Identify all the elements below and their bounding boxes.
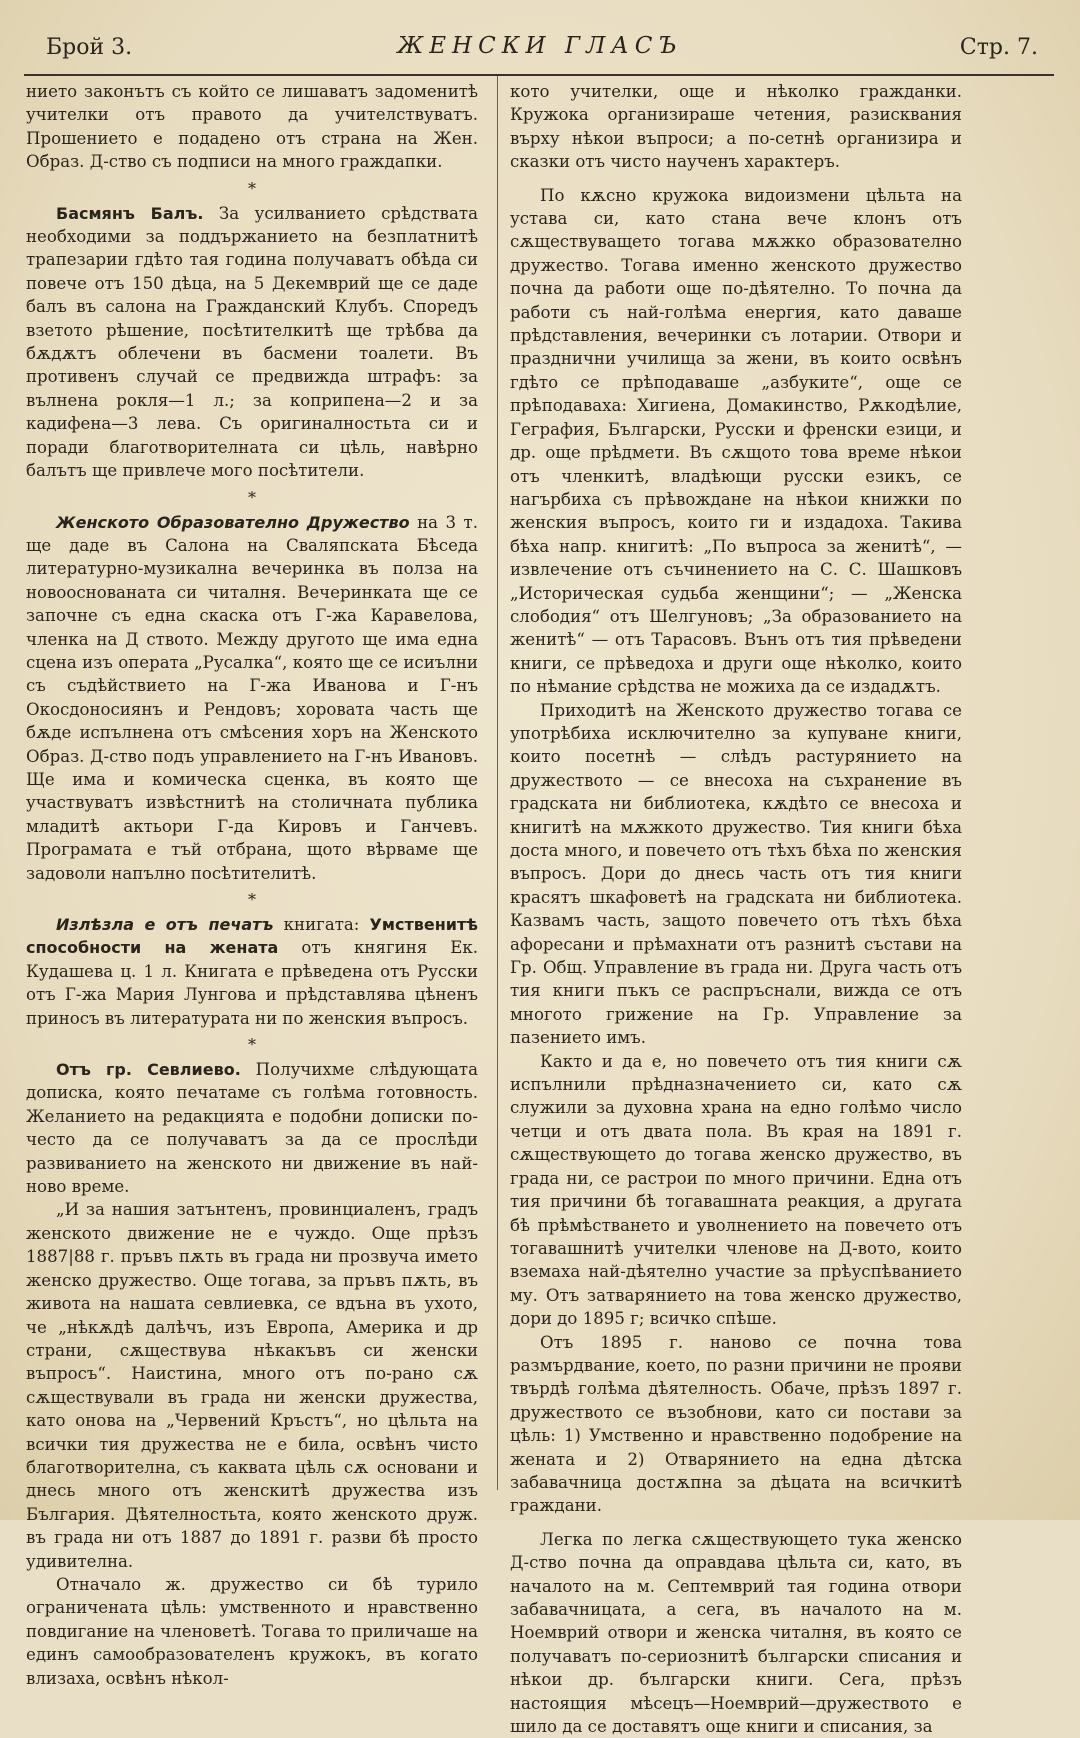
article-society-body: на 3 т. ще даде въ Салона на Сваляпската Бѣседа литературно-музикална вечеринка въ полза на новооснованата си читалня. Вечеринката ще се започне съ една скаска отъ Г-жа Каравелова, членка на Д ството. Между другото ще има една сцена изъ операта „Русалка“, която ще се исиълни съ съдѣйствието на Г-жа Иванова и Г-нъ Окосдоносиянъ и Рендовъ; хоровата часть ще бѫде испълнена отъ смѣсения хоръ на Женското Образ. Д-ство подъ управлението на Г-нъ Ивановъ. Ще има и комическа сценка, въ която ще участвуватъ извѣстнитѣ на столичната публика младитѣ актьори Г-да Кировъ и Ганчевъ. Програмата е тъй отбрана, щото вѣрваме ще задоволи напълно посѣтителитѣ. <box>26 512 479 883</box>
section-separator: * <box>248 1035 256 1055</box>
article-continuation: нието законътъ съ който се лишаватъ задоменитѣ учителки отъ правото да учителствуватъ. Прошението е подадено отъ страна на Жен. Образ. Д-ство съ подписи на много граждапки. <box>26 82 478 172</box>
article-book-heading: Излѣзла е отъ печатъ <box>56 915 274 934</box>
section-separator: * <box>248 178 256 198</box>
sevlievo-paragraph: Отначало ж. дружество си бѣ турило ограничената цѣль: умственното и нравственно повдигание на членоветѣ. Тогава то приличаше на единъ самообразователенъ кружокъ, въ когато влизаха, освѣнъ нѣкол- <box>26 1574 478 1688</box>
column-divider <box>497 76 498 1490</box>
page-header <box>40 24 1040 74</box>
article-society-heading: Женското Образователно Дружество <box>56 512 410 532</box>
sevlievo-paragraph: По кѫсно кружока видоизмени цѣльта на устава си, като стана вече клонъ отъ сѫществуващето тогава мѫжко образователно дружество. Тогава именно женското дружество почна да работи още по-дѣятелно. То почна да работи съ най-голѣма енергия, като даваше прѣдставления, вечеринки съ лотарии. Отвори и празднични училища за жени, въ които освѣнъ гдѣто се прѣподаваше „азбуките“, още се прѣподаваха: Хигиена, Домакинство, Рѫкодѣлие, Геграфия, Български, Русски и френски езици, и др. още прѣдмети. Въ сѫщото това време нѣкои отъ членкитѣ, владѣющи русски езикъ, се нагърбиха съ прѣвождане на нѣкои книжки по женския въпросъ, които ги и издадоха. Такива бѣха напр. книгитѣ: „По въпроса за женитѣ“, — извлечение отъ съчинението на С. С. Шашковъ „Историческая судьба женщини“; — „Женска слободия“ отъ Шелгуновъ; „За образованието на женитѣ“ — отъ Тарасовъ. Вънъ отъ тия прѣведени книги, се прѣведоха и други още нѣколко, които по нѣмание срѣдства не можиха да се издадѫтъ. <box>510 185 962 697</box>
sevlievo-paragraph: кото учителки, още и нѣколко гражданки. Кружока организираше четения, разисквания върху нѣкои въпроси; а по-сетнѣ организира и сказки отъ чисто наученъ характеръ. <box>510 82 962 172</box>
article-ball-heading: Басмянъ Балъ. <box>56 203 204 223</box>
article-ball <box>26 202 478 483</box>
sevlievo-paragraph: Легка по легка сѫществующето тука женско Д-ство почна да оправдава цѣльта си, като, въ началото на м. Септемврий тая година отвори забавачницата, а сега, въ началото на м. Ноемврий отвори и женска читалня, въ която се получаватъ по-сериознитѣ български списания и нѣкои др. български книги. Сега, прѣзъ настоящия мѣсецъ—Ноемврий—дружеството е шило да се доставятъ още книги и списания, за <box>510 1529 962 1737</box>
article-sevlievo-heading: Отъ гр. Севлиево. <box>56 1060 241 1080</box>
article-book-title: Умственитѣ способности на жената <box>26 915 479 958</box>
right-column <box>510 80 962 1737</box>
article-society <box>26 511 478 886</box>
article-book-mid: книгата: <box>273 915 370 934</box>
sevlievo-paragraph: Приходитѣ на Женското дружество тогава се употрѣбиха исключително за купуване книги, които посетнѣ — слѣдъ растурянието на дружеството — се внесоха на съхранение въ градската ни библиотека, кѫдѣто се внесоха и книгитѣ на мѫжкото дружество. Тия книги бѣха доста много, и повечето отъ тѣхъ бѣха по женския въпросъ. Дори до днесь часть отъ тия книги красятъ шкафоветѣ на градската ни библиотека. Казвамъ часть, защото повечето отъ тѣхъ бѣха афоресани и прѣмахнати отъ разнитѣ състави на Гр. Общ. Управление въ града ни. Друга часть отъ тия книги пъкъ се распръснали, вижда се отъ многото грижение на Гр. Управление за пазението имъ. <box>510 700 962 1048</box>
header-rule <box>24 74 1054 76</box>
issue-number: Брой 3. <box>46 35 133 60</box>
sevlievo-paragraph: Отъ 1895 г. наново се почна това размърдвание, което, по разни причини не прояви твърдѣ голѣма дѣятелность. Обаче, прѣзъ 1897 г. дружеството се възобнови, като си постави за цѣль: 1) Умственно и нравственно подобрение на жената и 2) Отварянието на една дѣтска забавачница достѫпна за дѣцата на всичкитѣ граждани. <box>510 1332 962 1516</box>
article-book <box>26 913 478 1030</box>
page-number: Стр. 7. <box>959 35 1038 60</box>
section-separator: * <box>248 487 256 507</box>
sevlievo-paragraph: „И за нашия затънтенъ, провинциаленъ, градъ женското движение не е чуждо. Още прѣзъ 1887|88 г. пръвъ пѫть въ града ни прозвуча името женско дружество. Още тогава, за пръвъ пѫть, въ живота на нашата севлиевка, се вдъна въ ухото, че „нѣкѫдѣ далѣчъ, изъ Европа, Америка и др страни, сѫществува нѣкакъвъ си женски въпросъ“. Наистина, много отъ по-рано сѫ сѫществували въ града ни женски дружества, като онова на „Червений Кръстъ“, но цѣльта на всички тия дружества не е била, освѣнъ чисто благотворителна, съ каквата цѣль сѫ основани и днесь много отъ женскитѣ дружества изъ България. Дѣятелностьта, която женското друж. въ града ни отъ 1887 до 1891 г. разви бѣ просто удивителна. <box>26 1200 478 1571</box>
article-book-body: отъ княгиня Ек. Кудашева ц. 1 л. Книгата е прѣведена отъ Русски отъ Г-жа Мария Лунгова и прѣдставлява цѣненъ приносъ въ литературата ни по женския въпросъ. <box>26 938 478 1028</box>
sevlievo-paragraph: Както и да е, но повечето отъ тия книги сѫ испълнили прѣдназначението си, като сѫ служили за духовна храна на едно голѣмо число четци и отъ двата пола. Въ края на 1891 г. сѫществующето до тогава женско дружество, въ града ни, се растрои по много причини. Една отъ тия причини бѣ тогавашната реакция, а другата бѣ прѣмѣстването и уволнението на повечето отъ тогавашнитѣ учителки членове на Д-вото, които вземаха най-дѣятелно участие за прѣуспѣванието му. Отъ затварянието на това женско дружество, дори до 1895 г; всичко спѣше. <box>510 1051 962 1329</box>
article-sevlievo <box>26 1058 478 1198</box>
article-ball-body: За усилванието срѣдствата необходими за поддържанието на безплатнитѣ трапезарии гдѣто тая година получаватъ обѣда си повече отъ 150 дѣца, на 5 Декемврий ще се даде балъ въ салона на Гражданский Клубъ. Споредъ взетото рѣшение, посѣтителкитѣ ще трѣбва да бѫдѫтъ облечени въ басмени тоалети. Въ противенъ случай се предвижда штрафъ: за вълнена рокля—1 л.; за коприпена—2 и за кадифена—3 лева. Съ оригиналностьта си и поради благотворителната си цѣль, навѣрно балътъ ще привлече мого посѣтители. <box>26 203 478 481</box>
article-sevlievo-intro: Получихме слѣдующата дописка, която печатаме съ голѣма готовность. Желанието на редакцията е подобни дописки по-често да се получаватъ за да се прослѣди развиванието на женското ни движение въ най-ново време. <box>26 1060 478 1197</box>
left-column <box>26 80 479 1688</box>
newspaper-title: ЖЕНСКИ ГЛАСЪ <box>397 33 683 59</box>
section-separator: * <box>248 890 256 909</box>
